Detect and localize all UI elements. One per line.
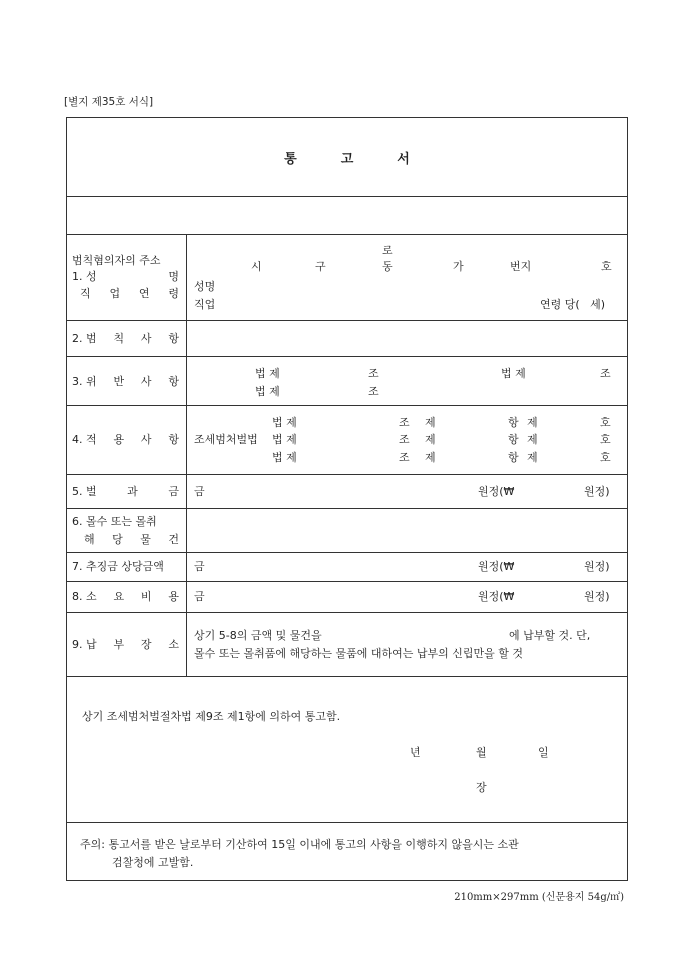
violation-facts-label: 2. 범 칙 사 항 xyxy=(72,332,179,345)
address-dong: 동 xyxy=(382,260,393,273)
applicable-hang-1: 항 xyxy=(508,416,519,429)
form-title: 통 고 서 xyxy=(284,152,410,167)
date-month: 월 xyxy=(476,746,487,759)
violation-jo-2: 조 xyxy=(600,367,611,380)
applicable-ho-3: 호 xyxy=(600,451,611,464)
statement-text: 상기 조세범처벌절차법 제9조 제1항에 의하여 통고함. xyxy=(82,710,341,723)
violation-jo-3: 조 xyxy=(368,385,379,398)
expenses-label: 8. 소 요 비 용 xyxy=(72,590,179,603)
fine-geum: 금 xyxy=(194,485,205,498)
form-number-label: [별지 제35호 서식] xyxy=(64,96,154,108)
fine-won-open: 원정(₩ xyxy=(478,485,515,498)
applicable-je-3: 제 xyxy=(425,451,436,464)
suspect-name-label: 1. 성 명 xyxy=(72,270,179,283)
collection-won-open: 원정(₩ xyxy=(478,560,515,573)
applicable-hang-2: 항 xyxy=(508,433,519,446)
applicable-items-label: 4. 적 용 사 항 xyxy=(72,433,179,446)
violation-law-2: 법 제 xyxy=(501,367,526,380)
violation-jo-1: 조 xyxy=(368,367,379,380)
applicable-je-2: 제 xyxy=(425,433,436,446)
date-year: 년 xyxy=(410,746,421,759)
address-ro: 로 xyxy=(382,244,393,257)
note-line2: 검찰청에 고발함. xyxy=(112,856,194,869)
violation-items-label: 3. 위 반 사 항 xyxy=(72,375,179,388)
applicable-je-1: 제 xyxy=(425,416,436,429)
applicable-je-3b: 제 xyxy=(527,451,538,464)
applicable-jo-3: 조 xyxy=(399,451,410,464)
applicable-jo-2: 조 xyxy=(399,433,410,446)
payment-line2: 몰수 또는 몰취품에 해당하는 물품에 대하여는 납부의 신립만을 할 것 xyxy=(194,647,523,660)
applicable-jo-1: 조 xyxy=(399,416,410,429)
address-ga: 가 xyxy=(453,260,464,273)
fine-label: 5. 벌 과 금 xyxy=(72,485,179,498)
address-ho: 호 xyxy=(601,260,612,273)
applicable-law-3: 법 제 xyxy=(272,451,297,464)
applicable-ho-1: 호 xyxy=(600,416,611,429)
suspect-job-age-label: 직 업 연 령 xyxy=(80,287,179,300)
address-si: 시 xyxy=(251,260,262,273)
name-field-label: 성명 xyxy=(194,280,216,293)
payment-line1-left: 상기 5-8의 금액 및 물건을 xyxy=(194,629,322,642)
applicable-je-2b: 제 xyxy=(527,433,538,446)
payment-line1-right: 에 납부할 것. 단, xyxy=(509,629,591,642)
collection-won-close: 원정) xyxy=(584,560,610,573)
note-line1: 주의: 통고서를 받은 날로부터 기산하여 15일 이내에 통고의 사항을 이행하지 않을시는 소관 xyxy=(80,838,519,851)
fine-won-close: 원정) xyxy=(584,485,610,498)
confiscation-label-line1: 6. 몰수 또는 몰취 xyxy=(72,515,157,528)
expenses-won-close: 원정) xyxy=(584,590,610,603)
job-field-label: 직업 xyxy=(194,298,216,311)
suspect-address-label: 범칙혐의자의 주소 xyxy=(72,254,161,267)
payment-place-label: 9. 납 부 장 소 xyxy=(72,638,179,651)
applicable-law-1: 법 제 xyxy=(272,416,297,429)
applicable-law-2: 법 제 xyxy=(272,433,297,446)
date-day: 일 xyxy=(538,746,549,759)
violation-law-3: 법 제 xyxy=(255,385,280,398)
violation-law-1: 법 제 xyxy=(255,367,280,380)
age-field-label: 연령 당( 세) xyxy=(540,298,606,311)
applicable-ho-2: 호 xyxy=(600,433,611,446)
collection-geum: 금 xyxy=(194,560,205,573)
paper-spec-footer: 210mm×297mm (신문용지 54g/㎡) xyxy=(454,892,624,903)
collection-label: 7. 추징금 상당금액 xyxy=(72,560,164,573)
address-gu: 구 xyxy=(315,260,326,273)
applicable-je-1b: 제 xyxy=(527,416,538,429)
applicable-hang-3: 항 xyxy=(508,451,519,464)
applicable-act-name: 조세범처벌법 xyxy=(194,433,258,446)
expenses-geum: 금 xyxy=(194,590,205,603)
authority-jang: 장 xyxy=(476,781,487,794)
expenses-won-open: 원정(₩ xyxy=(478,590,515,603)
address-beonji: 번지 xyxy=(510,260,532,273)
confiscation-label-line2: 해 당 물 건 xyxy=(84,533,179,546)
